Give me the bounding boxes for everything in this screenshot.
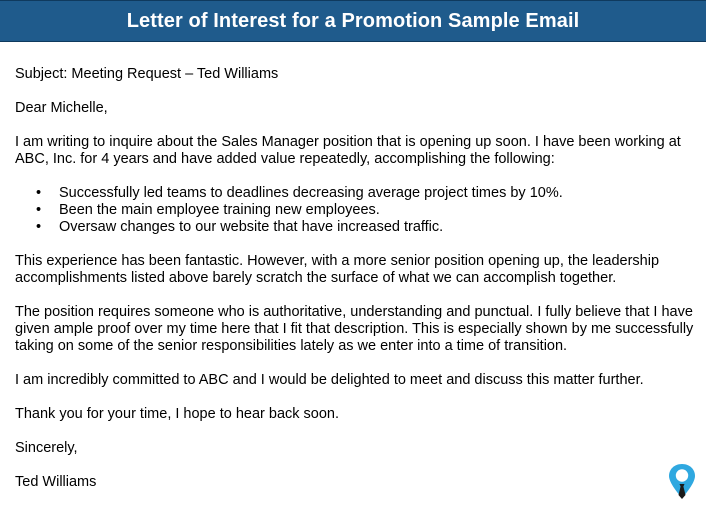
list-item [15, 219, 695, 236]
page-title: Letter of Interest for a Promotion Sample Email [126, 9, 580, 32]
letter-closing: Sincerely, [15, 440, 78, 456]
letter-paragraph-requirements: The position requires someone who is authoritative, understanding and punctual. I fully believe that I have given ample proof over my time here that I fit that description. This is especially shown by me successfully taking on some of the senior responsibilities lately as we enter into a time of transition. [15, 304, 694, 354]
letter-thanks: Thank you for your time, I hope to hear back soon. [15, 406, 340, 422]
page-header [0, 0, 706, 42]
bullet-icon: • [36, 185, 42, 201]
bullet-icon: • [36, 219, 42, 235]
list-item [15, 185, 695, 202]
list-item-text: Been the main employee training new employees. [59, 202, 380, 218]
letter-greeting: Dear Michelle, [15, 100, 108, 116]
location-pin-tie-icon [666, 462, 698, 502]
list-item-text: Oversaw changes to our website that have increased traffic. [59, 219, 444, 235]
letter-paragraph-commitment: I am incredibly committed to ABC and I would be delighted to meet and discuss this matter further. [15, 372, 644, 388]
list-item [15, 202, 695, 219]
letter-intro: I am writing to inquire about the Sales Manager position that is opening up soon. I have been working at ABC, Inc. for 4 years and have added value repeatedly, accomplishing the following: [15, 134, 681, 167]
list-item-text: Successfully led teams to deadlines decreasing average project times by 10%. [59, 185, 563, 201]
letter-body [15, 66, 695, 508]
accomplishments-list [15, 185, 695, 236]
letter-signature: Ted Williams [15, 474, 97, 490]
brand-logo [666, 462, 698, 502]
letter-paragraph-experience: This experience has been fantastic. However, with a more senior position opening up, the leadership accomplishments listed above barely scratch the surface of what we can accomplish together. [15, 253, 660, 286]
letter-subject: Subject: Meeting Request – Ted Williams [15, 66, 279, 82]
bullet-icon: • [36, 202, 42, 218]
